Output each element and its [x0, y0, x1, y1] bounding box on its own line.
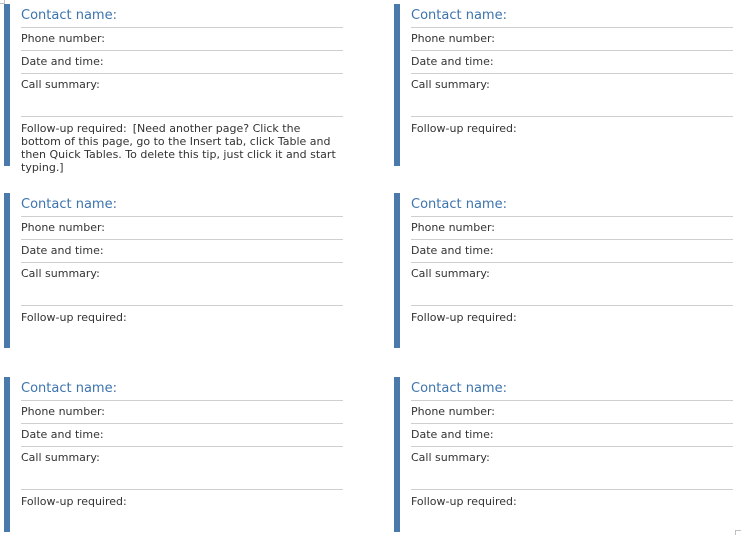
- contact-name-label[interactable]: Contact name:: [411, 193, 733, 217]
- accent-bar: [394, 193, 400, 348]
- date-time-label[interactable]: Date and time:: [411, 424, 733, 447]
- accent-bar: [394, 4, 400, 166]
- phone-number-label[interactable]: Phone number:: [21, 28, 343, 51]
- date-time-label[interactable]: Date and time:: [21, 240, 343, 263]
- contact-name-label[interactable]: Contact name:: [411, 377, 733, 401]
- follow-up-label[interactable]: Follow-up required:: [411, 495, 517, 508]
- follow-up-label[interactable]: Follow-up required:: [411, 311, 517, 324]
- date-time-label[interactable]: Date and time:: [21, 424, 343, 447]
- call-summary-label[interactable]: Call summary:: [21, 74, 343, 117]
- corner-mark-bottom-right: [735, 530, 741, 535]
- date-time-label[interactable]: Date and time:: [21, 51, 343, 74]
- phone-number-label[interactable]: Phone number:: [411, 217, 733, 240]
- phone-number-label[interactable]: Phone number:: [411, 401, 733, 424]
- accent-bar: [4, 377, 10, 532]
- call-summary-label[interactable]: Call summary:: [411, 263, 733, 306]
- contact-name-label[interactable]: Contact name:: [21, 4, 343, 28]
- call-summary-label[interactable]: Call summary:: [411, 447, 733, 490]
- date-time-label[interactable]: Date and time:: [411, 51, 733, 74]
- phone-number-label[interactable]: Phone number:: [21, 401, 343, 424]
- follow-up-label[interactable]: Follow-up required:: [21, 311, 127, 324]
- call-summary-label[interactable]: Call summary:: [21, 263, 343, 306]
- call-log-card-5: [4, 377, 344, 532]
- phone-number-label[interactable]: Phone number:: [21, 217, 343, 240]
- follow-up-field[interactable]: [21, 117, 343, 174]
- contact-name-label[interactable]: Contact name:: [21, 193, 343, 217]
- accent-bar: [4, 4, 10, 166]
- call-log-card-6: [394, 377, 734, 532]
- call-log-card-4: [394, 193, 734, 348]
- accent-bar: [394, 377, 400, 532]
- contact-name-label[interactable]: Contact name:: [21, 377, 343, 401]
- phone-number-label[interactable]: Phone number:: [411, 28, 733, 51]
- accent-bar: [4, 193, 10, 348]
- follow-up-label[interactable]: Follow-up required:: [411, 122, 517, 135]
- call-summary-label[interactable]: Call summary:: [21, 447, 343, 490]
- follow-up-label: Follow-up required:: [21, 122, 127, 135]
- tip-text[interactable]: [Need another page? Click the bottom of this page, go to the Insert tab, click Table and then Quick Tables. To delete this tip, just click it and start typing.]: [21, 122, 336, 174]
- contact-name-label[interactable]: Contact name:: [411, 4, 733, 28]
- call-summary-label[interactable]: Call summary:: [411, 74, 733, 117]
- call-log-card-1: [4, 4, 344, 174]
- call-log-card-2: [394, 4, 734, 166]
- date-time-label[interactable]: Date and time:: [411, 240, 733, 263]
- call-log-card-3: [4, 193, 344, 348]
- follow-up-label[interactable]: Follow-up required:: [21, 495, 127, 508]
